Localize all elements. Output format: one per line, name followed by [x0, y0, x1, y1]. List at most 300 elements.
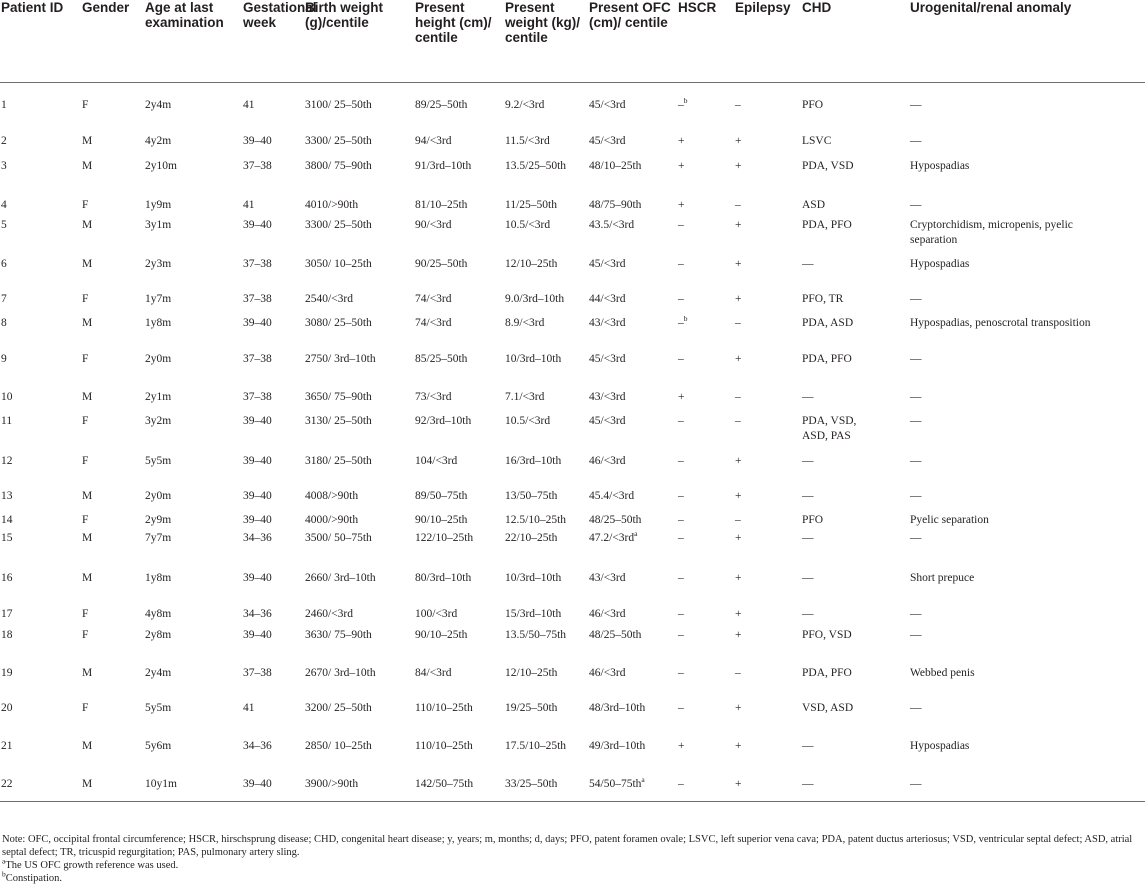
- cell-value: —: [910, 415, 922, 427]
- cell-value: +: [678, 391, 685, 403]
- cell-age: [144, 83, 242, 135]
- cell-patient-id: [0, 83, 81, 135]
- cell-present-height: [414, 607, 504, 628]
- cell-value: 15: [1, 532, 13, 544]
- cell-birth-weight: [304, 134, 414, 159]
- cell-value: —: [802, 490, 814, 502]
- cell-urogenital-renal-anomaly: [909, 292, 1145, 316]
- cell-value: F: [82, 514, 89, 526]
- cell-value: 44/<3rd: [589, 293, 626, 305]
- table-row: [0, 454, 1145, 489]
- cell-value: 17: [1, 608, 13, 620]
- cell-value: Hypospadias: [910, 740, 970, 752]
- cell-value: 3800/ 75–90th: [305, 160, 372, 172]
- cell-value: +: [678, 740, 685, 752]
- cell-value: F: [82, 99, 89, 111]
- cell-present-ofc: [588, 414, 677, 454]
- cell-value: 1y8m: [145, 317, 172, 329]
- column-header-present-ofc: Present OFC (cm)/ centile: [589, 0, 671, 30]
- table-row: [0, 390, 1145, 414]
- cell-value: 3130/ 25–50th: [305, 415, 372, 427]
- cell-present-height: [414, 531, 504, 571]
- cell-value: +: [735, 293, 742, 305]
- cell-gestational-week: [242, 316, 304, 352]
- cell-value: +: [678, 199, 685, 211]
- cell-value: 8.9/<3rd: [505, 317, 545, 329]
- cell-present-weight: [504, 414, 588, 454]
- cell-urogenital-renal-anomaly: [909, 777, 1145, 802]
- cell-chd: [801, 701, 909, 739]
- cell-chd: [801, 628, 909, 666]
- cell-gender: [81, 777, 144, 802]
- cell-value: 2y9m: [145, 514, 172, 526]
- cell-hscr: [677, 352, 734, 390]
- cell-gender: [81, 292, 144, 316]
- cell-value: PDA, ASD: [802, 317, 854, 329]
- cell-chd: [801, 352, 909, 390]
- cell-value: 46/<3rd: [589, 608, 626, 620]
- cell-chd: [801, 489, 909, 513]
- cell-value: PDA, VSD: [802, 160, 854, 172]
- cell-hscr: [677, 513, 734, 531]
- cell-gender: [81, 159, 144, 198]
- cell-value: 45.4/<3rd: [589, 490, 635, 502]
- cell-present-weight: [504, 390, 588, 414]
- cell-age: [144, 316, 242, 352]
- cell-present-height: [414, 352, 504, 390]
- cell-value: 20: [1, 702, 13, 714]
- cell-value: 39–40: [243, 455, 272, 467]
- cell-value: +: [678, 160, 685, 172]
- cell-birth-weight: [304, 628, 414, 666]
- cell-value: 43/<3rd: [589, 572, 626, 584]
- cell-value: 3y1m: [145, 219, 172, 231]
- cell-value: +: [735, 160, 742, 172]
- cell-value: 19: [1, 667, 13, 679]
- cell-value: 21: [1, 740, 13, 752]
- cell-chd: [801, 607, 909, 628]
- cell-value: PDA, PFO: [802, 219, 852, 231]
- cell-value: M: [82, 135, 93, 147]
- cell-value: 74/<3rd: [415, 293, 452, 305]
- cell-value: F: [82, 353, 89, 365]
- cell-gestational-week: [242, 83, 304, 135]
- cell-value: 37–38: [243, 353, 272, 365]
- column-header-patient-id: Patient ID: [1, 0, 64, 15]
- cell-value: 4: [1, 199, 7, 211]
- cell-chd: [801, 134, 909, 159]
- cell-hscr: [677, 607, 734, 628]
- cell-value: –: [678, 667, 684, 679]
- cell-age: [144, 739, 242, 777]
- cell-patient-id: [0, 159, 81, 198]
- cell-birth-weight: [304, 218, 414, 257]
- cell-patient-id: [0, 571, 81, 607]
- cell-gender: [81, 198, 144, 218]
- cell-gender: [81, 257, 144, 292]
- cell-value: —: [802, 740, 814, 752]
- cell-hscr: [677, 454, 734, 489]
- cell-value: 2y0m: [145, 353, 172, 365]
- cell-epilepsy: [734, 571, 801, 607]
- cell-value: 43/<3rd: [589, 317, 626, 329]
- cell-value: 45/<3rd: [589, 415, 626, 427]
- cell-present-height: [414, 628, 504, 666]
- cell-gender: [81, 513, 144, 531]
- cell-birth-weight: [304, 198, 414, 218]
- cell-value: —: [802, 572, 814, 584]
- cell-value: –: [735, 199, 741, 211]
- cell-value: 92/3rd–10th: [415, 415, 472, 427]
- cell-chd: [801, 257, 909, 292]
- cell-value: M: [82, 391, 93, 403]
- cell-value: F: [82, 629, 89, 641]
- cell-value: F: [82, 608, 89, 620]
- table-row: [0, 198, 1145, 218]
- cell-value: M: [82, 572, 93, 584]
- cell-value: 2: [1, 135, 7, 147]
- cell-urogenital-renal-anomaly: [909, 607, 1145, 628]
- table-footnotes: [2, 833, 1142, 885]
- cell-epilepsy: [734, 292, 801, 316]
- cell-value: 39–40: [243, 629, 272, 641]
- cell-chd: [801, 198, 909, 218]
- cell-value: 10y1m: [145, 778, 177, 790]
- cell-age: [144, 489, 242, 513]
- table-header-row: [0, 0, 1145, 83]
- cell-urogenital-renal-anomaly: [909, 513, 1145, 531]
- cell-value: –: [678, 353, 684, 365]
- footnote-b-text: Constipation.: [5, 873, 63, 884]
- cell-value: 4008/>90th: [305, 490, 359, 502]
- cell-value: 3100/ 25–50th: [305, 99, 372, 111]
- cell-present-height: [414, 292, 504, 316]
- cell-value: 5y5m: [145, 455, 172, 467]
- cell-patient-id: [0, 489, 81, 513]
- cell-value: 1y7m: [145, 293, 172, 305]
- table-row: [0, 292, 1145, 316]
- cell-value: 33/25–50th: [505, 778, 558, 790]
- cell-present-weight: [504, 571, 588, 607]
- cell-value: –: [678, 293, 684, 305]
- table-body: [0, 83, 1145, 802]
- cell-value: –: [678, 572, 684, 584]
- cell-value: M: [82, 160, 93, 172]
- cell-value: 2y10m: [145, 160, 177, 172]
- cell-present-weight: [504, 159, 588, 198]
- cell-value: +: [735, 490, 742, 502]
- table-row: [0, 777, 1145, 802]
- cell-value: 12/10–25th: [505, 667, 558, 679]
- table-row: [0, 701, 1145, 739]
- cell-age: [144, 701, 242, 739]
- cell-urogenital-renal-anomaly: [909, 628, 1145, 666]
- cell-value: 14: [1, 514, 13, 526]
- cell-value: 10: [1, 391, 13, 403]
- cell-present-weight: [504, 352, 588, 390]
- table-row: [0, 513, 1145, 531]
- cell-present-weight: [504, 316, 588, 352]
- cell-value: 16/3rd–10th: [505, 455, 562, 467]
- cell-value: 13: [1, 490, 13, 502]
- cell-value: 15/3rd–10th: [505, 608, 562, 620]
- cell-value: 39–40: [243, 490, 272, 502]
- cell-birth-weight: [304, 454, 414, 489]
- cell-value: —: [910, 455, 922, 467]
- cell-value: +: [678, 135, 685, 147]
- cell-value: –: [678, 317, 684, 329]
- cell-value: 41: [243, 199, 255, 211]
- cell-gender: [81, 390, 144, 414]
- cell-gestational-week: [242, 571, 304, 607]
- cell-value: 2670/ 3rd–10th: [305, 667, 376, 679]
- cell-value: +: [735, 455, 742, 467]
- cell-present-height: [414, 701, 504, 739]
- cell-value: M: [82, 219, 93, 231]
- cell-value: +: [735, 219, 742, 231]
- cell-value: 39–40: [243, 135, 272, 147]
- cell-value: +: [735, 353, 742, 365]
- cell-value: 13.5/50–75th: [505, 629, 567, 641]
- cell-chd: [801, 83, 909, 135]
- cell-present-height: [414, 390, 504, 414]
- cell-epilepsy: [734, 198, 801, 218]
- cell-present-ofc: [588, 489, 677, 513]
- cell-present-height: [414, 316, 504, 352]
- cell-value: 91/3rd–10th: [415, 160, 472, 172]
- cell-epilepsy: [734, 316, 801, 352]
- cell-value: –: [678, 532, 684, 544]
- cell-value: –: [678, 455, 684, 467]
- cell-urogenital-renal-anomaly: [909, 571, 1145, 607]
- cell-epilepsy: [734, 777, 801, 802]
- cell-value: 3: [1, 160, 7, 172]
- cell-value: 39–40: [243, 219, 272, 231]
- cell-value: 39–40: [243, 415, 272, 427]
- cell-value: +: [735, 608, 742, 620]
- cell-value: 5y5m: [145, 702, 172, 714]
- cell-value: 142/50–75th: [415, 778, 474, 790]
- cell-value: 13.5/25–50th: [505, 160, 567, 172]
- cell-hscr: [677, 257, 734, 292]
- cell-value: 3650/ 75–90th: [305, 391, 372, 403]
- cell-value: —: [802, 608, 814, 620]
- column-header-gestational-week: Gestational week: [243, 0, 317, 30]
- cell-hscr: [677, 739, 734, 777]
- cell-value: —: [802, 391, 814, 403]
- cell-epilepsy: [734, 628, 801, 666]
- cell-epilepsy: [734, 414, 801, 454]
- cell-present-height: [414, 257, 504, 292]
- cell-patient-id: [0, 352, 81, 390]
- cell-value: 94/<3rd: [415, 135, 452, 147]
- cell-gestational-week: [242, 159, 304, 198]
- cell-value: 4y2m: [145, 135, 172, 147]
- cell-value: 12/10–25th: [505, 258, 558, 270]
- cell-value: 4010/>90th: [305, 199, 359, 211]
- cell-patient-id: [0, 777, 81, 802]
- cell-present-ofc: [588, 701, 677, 739]
- cell-urogenital-renal-anomaly: [909, 739, 1145, 777]
- abbreviation-note: Note: OFC, occipital frontal circumference; HSCR, hirschsprung disease; CHD, congenital heart disease; y, years; m, months; d, days; PFO, patent foramen ovale; LSVC, left superior vena cava; PDA, patent ductus arteriosus; VSD, ventricular septal defect; ASD, atrial septal defect; TR, tricuspid regurgitation; PAS, pulmonary artery sling.: [2, 834, 1133, 858]
- cell-chd: [801, 454, 909, 489]
- column-header-age: Age at last examination: [145, 0, 224, 30]
- cell-gender: [81, 352, 144, 390]
- cell-present-ofc: [588, 628, 677, 666]
- cell-present-weight: [504, 531, 588, 571]
- footnote-marker: b: [683, 96, 688, 106]
- cell-urogenital-renal-anomaly: [909, 390, 1145, 414]
- cell-value: 39–40: [243, 514, 272, 526]
- cell-present-height: [414, 489, 504, 513]
- cell-chd: [801, 218, 909, 257]
- cell-patient-id: [0, 292, 81, 316]
- cell-value: 3900/>90th: [305, 778, 359, 790]
- cell-present-ofc: [588, 257, 677, 292]
- cell-hscr: [677, 134, 734, 159]
- cell-gestational-week: [242, 489, 304, 513]
- cell-value: M: [82, 317, 93, 329]
- cell-age: [144, 134, 242, 159]
- cell-hscr: [677, 83, 734, 135]
- cell-value: 1y8m: [145, 572, 172, 584]
- cell-value: 2540/<3rd: [305, 293, 354, 305]
- cell-urogenital-renal-anomaly: [909, 454, 1145, 489]
- cell-value: —: [910, 778, 922, 790]
- cell-value: 48/75–90th: [589, 199, 642, 211]
- cell-value: +: [735, 740, 742, 752]
- cell-value: —: [910, 702, 922, 714]
- cell-value: 8: [1, 317, 7, 329]
- cell-age: [144, 414, 242, 454]
- cell-value: Hypospadias: [910, 258, 970, 270]
- cell-value: M: [82, 667, 93, 679]
- cell-hscr: [677, 198, 734, 218]
- cell-value: 6: [1, 258, 7, 270]
- cell-value: 2y3m: [145, 258, 172, 270]
- table-row: [0, 666, 1145, 701]
- cell-value: 10/3rd–10th: [505, 353, 562, 365]
- cell-value: 11.5/<3rd: [505, 135, 550, 147]
- cell-value: 2y4m: [145, 99, 172, 111]
- cell-epilepsy: [734, 159, 801, 198]
- cell-urogenital-renal-anomaly: [909, 257, 1145, 292]
- cell-value: 2660/ 3rd–10th: [305, 572, 376, 584]
- cell-birth-weight: [304, 159, 414, 198]
- cell-present-ofc: [588, 454, 677, 489]
- table-row: [0, 218, 1145, 257]
- cell-epilepsy: [734, 666, 801, 701]
- cell-value: M: [82, 490, 93, 502]
- cell-gestational-week: [242, 531, 304, 571]
- cell-present-weight: [504, 257, 588, 292]
- cell-present-height: [414, 414, 504, 454]
- cell-value: –: [678, 778, 684, 790]
- cell-value: 74/<3rd: [415, 317, 452, 329]
- cell-value: 5y6m: [145, 740, 172, 752]
- column-header-epilepsy: Epilepsy: [735, 0, 791, 15]
- cell-value: 90/10–25th: [415, 514, 468, 526]
- cell-gender: [81, 571, 144, 607]
- cell-value: 48/25–50th: [589, 514, 642, 526]
- cell-value: 34–36: [243, 740, 272, 752]
- cell-gestational-week: [242, 257, 304, 292]
- cell-value: 122/10–25th: [415, 532, 474, 544]
- cell-age: [144, 666, 242, 701]
- cell-present-ofc: [588, 607, 677, 628]
- cell-value: 46/<3rd: [589, 667, 626, 679]
- cell-hscr: [677, 628, 734, 666]
- cell-value: F: [82, 455, 89, 467]
- cell-value: PFO: [802, 99, 824, 111]
- cell-value: 37–38: [243, 258, 272, 270]
- cell-value: 16: [1, 572, 13, 584]
- cell-present-ofc: [588, 777, 677, 802]
- cell-hscr: [677, 666, 734, 701]
- cell-present-ofc: [588, 83, 677, 135]
- cell-birth-weight: [304, 513, 414, 531]
- cell-value: 4000/>90th: [305, 514, 359, 526]
- cell-value: Cryptorchidism, micropenis, pyelic separation: [910, 219, 1073, 246]
- cell-urogenital-renal-anomaly: [909, 489, 1145, 513]
- cell-gestational-week: [242, 218, 304, 257]
- cell-birth-weight: [304, 316, 414, 352]
- cell-value: F: [82, 702, 89, 714]
- cell-value: 45/<3rd: [589, 258, 626, 270]
- cell-value: 104/<3rd: [415, 455, 458, 467]
- cell-chd: [801, 390, 909, 414]
- cell-present-height: [414, 777, 504, 802]
- cell-value: 37–38: [243, 667, 272, 679]
- cell-value: 2y1m: [145, 391, 172, 403]
- cell-hscr: [677, 701, 734, 739]
- cell-value: —: [802, 778, 814, 790]
- cell-value: 37–38: [243, 391, 272, 403]
- cell-birth-weight: [304, 414, 414, 454]
- cell-age: [144, 292, 242, 316]
- cell-birth-weight: [304, 607, 414, 628]
- cell-value: –: [678, 99, 684, 111]
- cell-value: 12: [1, 455, 13, 467]
- cell-value: 7.1/<3rd: [505, 391, 545, 403]
- column-header-birth-weight: Birth weight (g)/centile: [305, 0, 383, 30]
- cell-hscr: [677, 777, 734, 802]
- cell-urogenital-renal-anomaly: [909, 198, 1145, 218]
- cell-value: 100/<3rd: [415, 608, 458, 620]
- cell-patient-id: [0, 628, 81, 666]
- cell-value: 18: [1, 629, 13, 641]
- cell-patient-id: [0, 531, 81, 571]
- cell-gender: [81, 134, 144, 159]
- cell-gender: [81, 414, 144, 454]
- table-row: [0, 489, 1145, 513]
- cell-value: 41: [243, 702, 255, 714]
- cell-epilepsy: [734, 134, 801, 159]
- cell-age: [144, 531, 242, 571]
- table-row: [0, 159, 1145, 198]
- footnote-a-text: The US OFC growth reference was used.: [5, 860, 179, 871]
- cell-chd: [801, 777, 909, 802]
- footnote-marker: a: [641, 775, 645, 785]
- cell-epilepsy: [734, 218, 801, 257]
- cell-value: 10.5/<3rd: [505, 415, 551, 427]
- cell-value: 81/10–25th: [415, 199, 468, 211]
- cell-value: 110/10–25th: [415, 702, 473, 714]
- cell-present-height: [414, 218, 504, 257]
- cell-value: —: [910, 353, 922, 365]
- cell-value: 34–36: [243, 608, 272, 620]
- cell-epilepsy: [734, 489, 801, 513]
